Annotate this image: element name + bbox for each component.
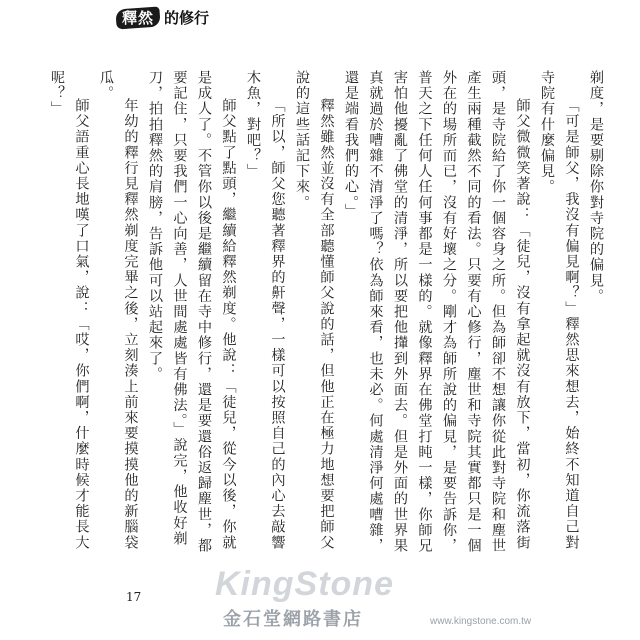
paragraph: 師父微微笑著說：「徒兒，沒有拿起就沒有放下，當初，你流落街頭，是寺院給了你一個容身之所。但為師卻不想讓你從此對寺院和塵世產生兩種截然不同的看法。只要有心修行，塵世和寺院其實都只是一個外在的場所而已，沒有好壞之分。剛才為師所說的偏見，是要告訴你，普天之下任何人任何事都是一樣的。就像釋界在佛堂打盹一樣，你師兄害怕他擾亂了佛堂的清淨，所以要把他攆到外面去。但是外面的世界果真就過於嘈雜不清淨了嗎？依為師來看，也未必。何處清淨何處嘈雜，還是端看我們的心。」	[343, 70, 531, 554]
book-title-suffix: 的修行	[164, 8, 210, 27]
footer-url: www.kingstone.com.tw	[430, 616, 532, 627]
running-header	[118, 2, 209, 32]
book-title-brand: 釋然	[122, 8, 155, 27]
paragraph: 年幼的釋行見釋然剃度完畢之後，立刻湊上前來要摸摸他的新腦袋瓜。	[98, 70, 139, 551]
page-number: 17	[126, 590, 142, 604]
watermark-logo: KingStone	[215, 565, 394, 603]
paragraph: 師父點了點頭，繼續給釋然剃度。他說：「徒兒，從今以後，你就是成人了。不管你以後是繼續留在寺中修行，還是要還俗返歸塵世，都要記住，只要我們一心向善，人世間處處皆有佛法。」說完，他收好剃刀，拍拍釋然的肩膀，告訴他可以站起來了。	[147, 70, 237, 554]
paragraph: 「所以，師父您聽著釋界的鼾聲，一樣可以按照自己的內心去敲響木魚，對吧？」	[245, 70, 286, 551]
paragraph: 師父語重心長地嘆了口氣，說：「哎，你們啊，什麼時候才能長大呢？」	[49, 70, 90, 551]
book-title-logo	[118, 5, 160, 30]
paragraph: 剃度，是要剔除你對寺院的偏見。	[588, 70, 604, 304]
footer-store-name: 金石堂網路書店	[223, 609, 363, 630]
paragraph: 釋然雖然並沒有全部聽懂師父說的話，但他正在極力地想要把師父說的這些話記下來。	[294, 70, 335, 551]
paragraph: 「可是師父，我沒有偏見啊？」釋然思來想去，始終不知道自己對寺院有什麼偏見。	[539, 70, 580, 551]
body-text	[49, 70, 608, 565]
